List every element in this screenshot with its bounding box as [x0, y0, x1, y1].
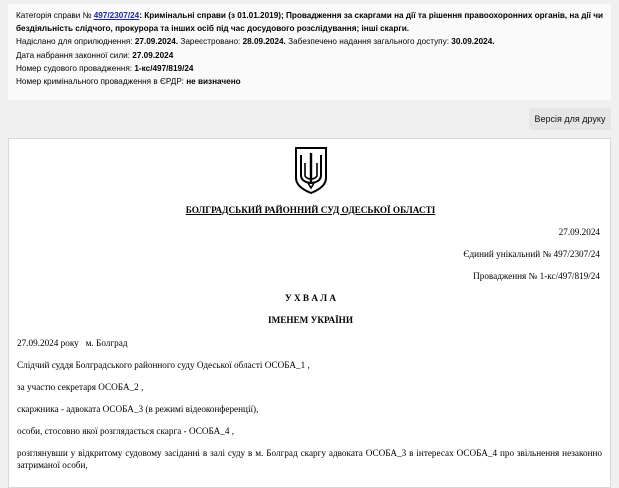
category-label: Категорія справи №	[16, 11, 92, 20]
court-name: БОЛГРАДСЬКИЙ РАЙОННИЙ СУД ОДЕСЬКОЇ ОБЛАСТІ	[185, 205, 436, 215]
paragraph-secretary: за участю секретаря ОСОБА_2 ,	[17, 382, 144, 392]
effective-label: Дата набрання законної сили:	[16, 50, 131, 60]
registered-label: Зареєстровано:	[180, 37, 241, 47]
erdr-label: Номер кримінального провадження в ЄРДР:	[16, 77, 184, 87]
sent-label: Надіслано для оприлюднення:	[16, 37, 133, 47]
paragraph-person: особи, стосовно якої розглядається скарга - ОСОБА_4 ,	[17, 426, 235, 436]
registered-value: 28.09.2024.	[242, 37, 286, 47]
trident-emblem-icon	[293, 145, 329, 195]
sent-value: 27.09.2024.	[134, 37, 179, 47]
document-subtitle: ІМЕНЕМ УКРАЇНИ	[268, 315, 353, 325]
effective-value: 27.09.2024	[132, 50, 174, 60]
document-title: У Х В А Л А	[284, 293, 337, 303]
access-value: 30.09.2024.	[451, 37, 495, 47]
case-info-panel	[8, 4, 611, 100]
effective-line	[16, 49, 603, 62]
erdr-value: не визначено	[186, 77, 241, 87]
place-date: 27.09.2024 року м. Болград	[17, 338, 128, 348]
category-text-2: бездіяльність слідчого, прокурора та інших осіб під час досудового розслідування; інші скарги.	[16, 24, 410, 34]
category-line-2	[16, 22, 603, 35]
category-line	[16, 9, 603, 22]
paragraph-judge: Слідчий суддя Болградського районного суду Одеської області ОСОБА_1 ,	[17, 360, 310, 370]
case-number-link[interactable]: 497/2307/24	[93, 11, 140, 20]
paragraph-considered: розглянувши у відкритому судовому засіданні в залі суду в м. Болград скаргу адвоката ОСОБА_3 в інтересах ОСОБА_4 про звільнення незаконно затриманої особи,	[17, 448, 602, 470]
category-text: : Кримінальні справи (з 01.01.2019); Провадження за скаргами на дії та рішення правоохоронних органів, на дії чи	[139, 11, 604, 20]
proceeding-number: Провадження № 1-кс/497/819/24	[473, 271, 600, 281]
erdr-line	[16, 75, 603, 88]
paragraph-complainant: скаржника - адвоката ОСОБА_3 (в режимі відеоконференції),	[17, 404, 259, 414]
proceeding-label: Номер судового провадження:	[16, 63, 133, 73]
document-sheet	[8, 138, 611, 488]
unique-number: Єдиний унікальний № 497/2307/24	[463, 249, 600, 259]
print-version-button[interactable]: Версія для друку	[529, 108, 611, 130]
proceeding-line	[16, 62, 603, 75]
proceeding-value: 1-кс/497/819/24	[134, 63, 194, 73]
dates-line	[16, 35, 603, 48]
document-date: 27.09.2024	[558, 227, 600, 237]
access-label: Забезпечено надання загального доступу:	[288, 37, 449, 47]
print-toolbar	[0, 106, 619, 132]
